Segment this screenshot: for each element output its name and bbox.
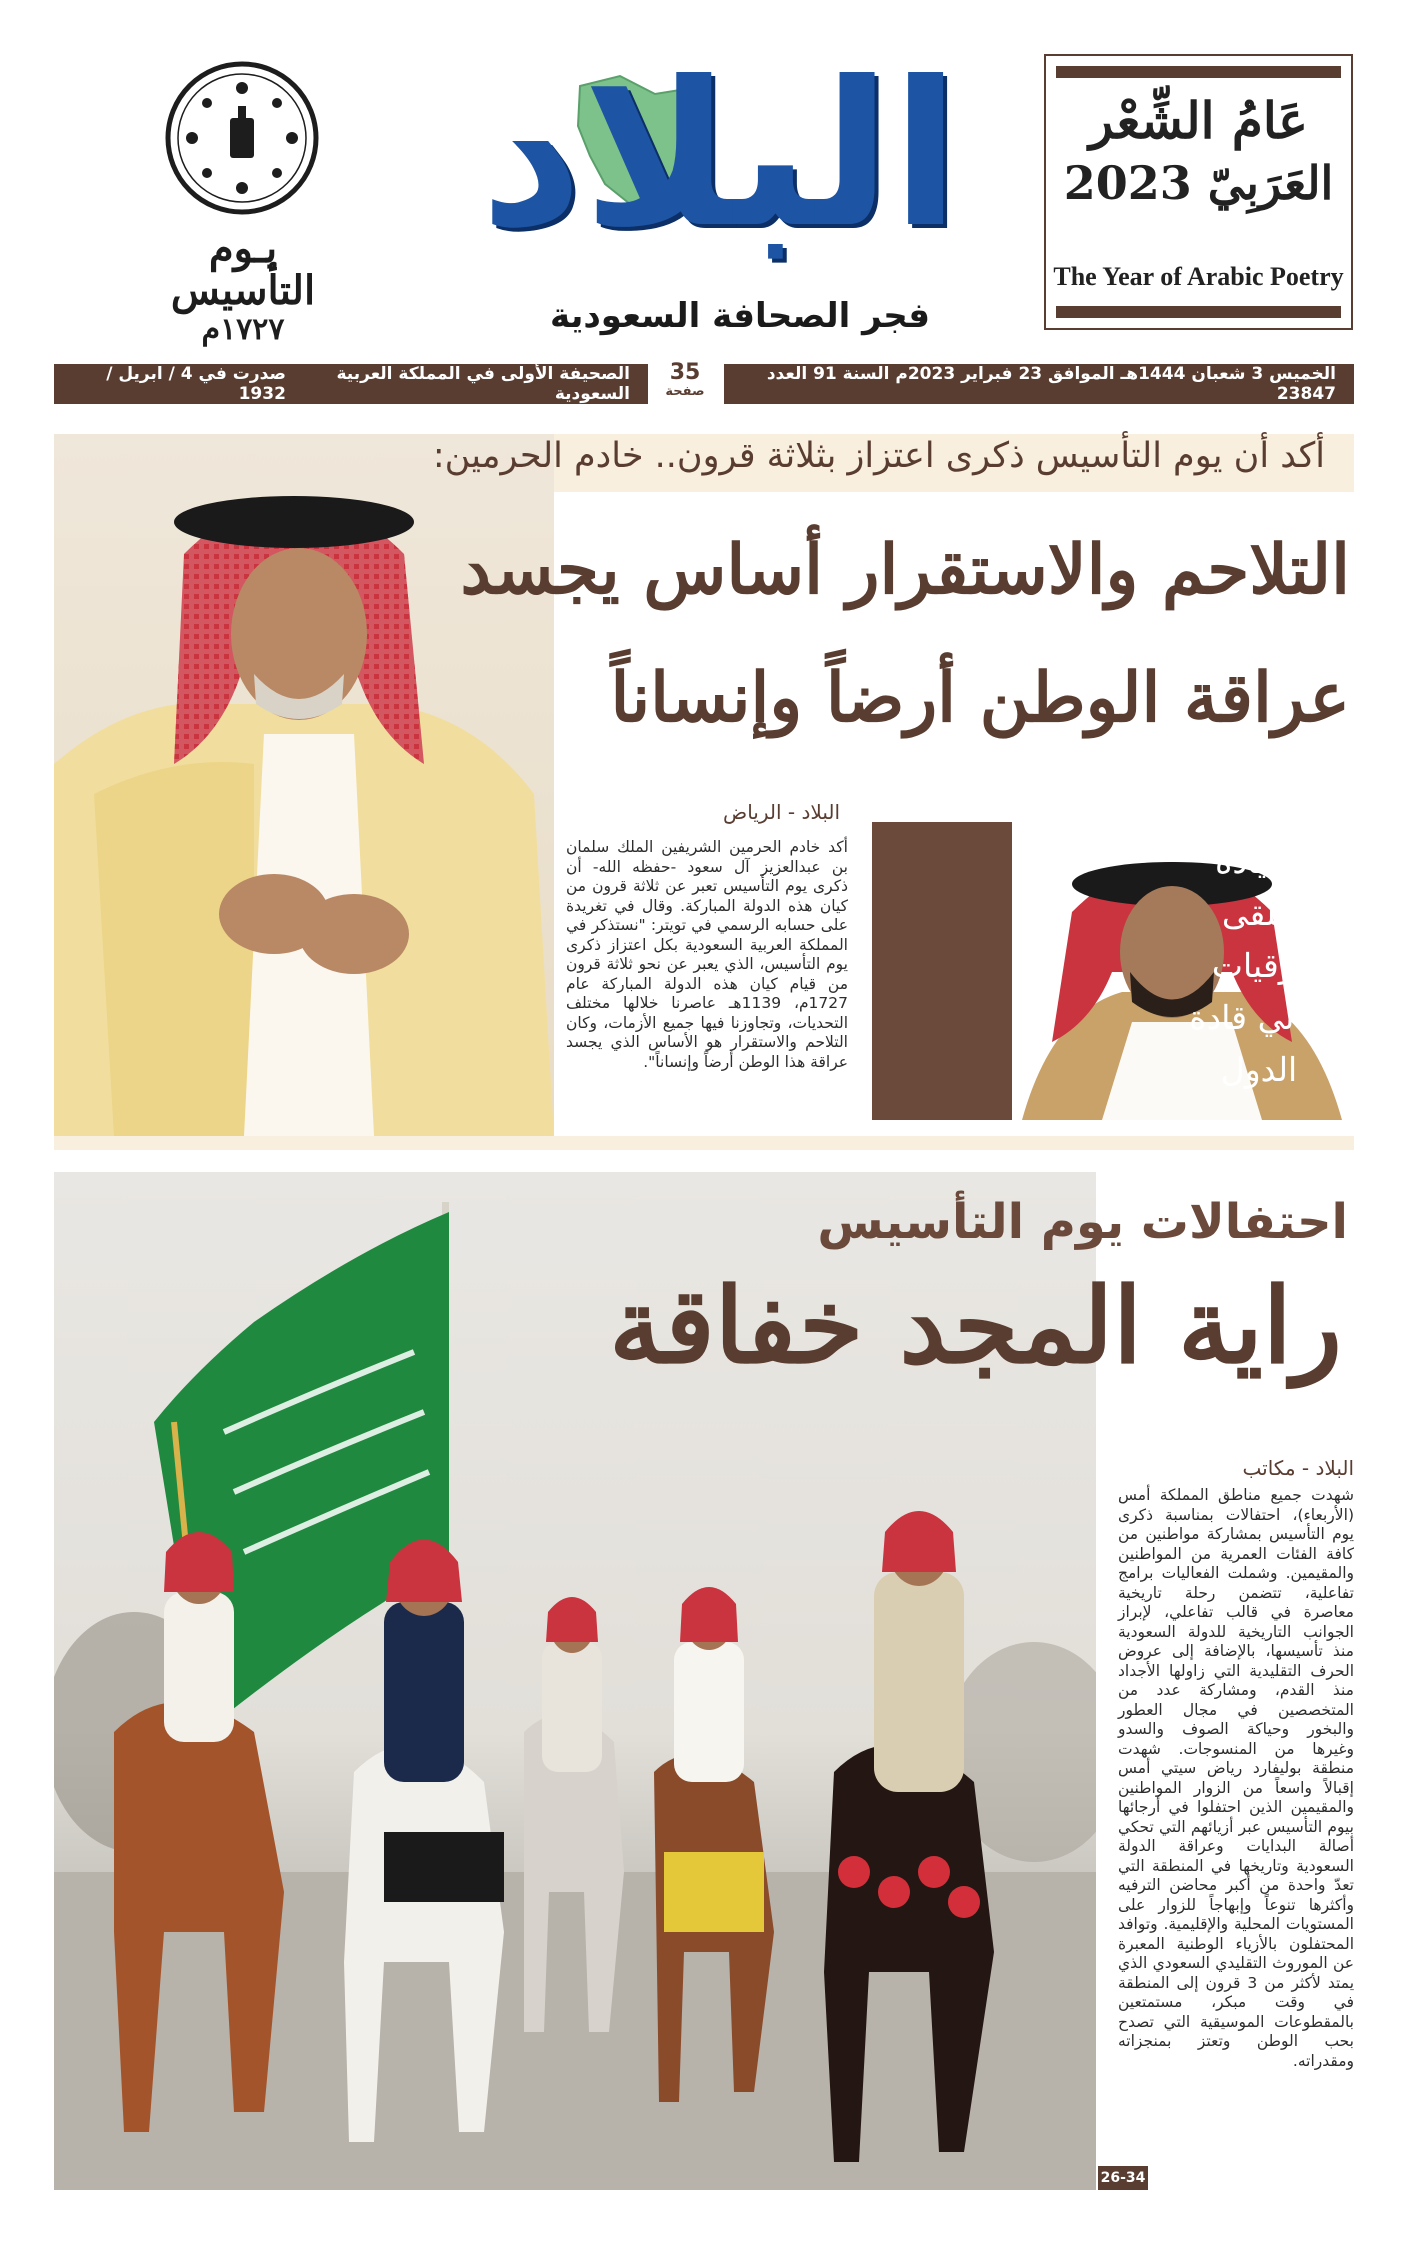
- founded-date: صدرت في 4 / ابريل / 1932: [106, 364, 286, 404]
- logo-tagline: فجر الصحافة السعودية: [549, 296, 930, 336]
- top-story-headline[interactable]: [350, 506, 1350, 762]
- poetry-year-ar-word: العَرَبِيّ: [1207, 156, 1334, 210]
- leadership-cables-box[interactable]: [872, 822, 1354, 1120]
- poetry-year-ar-line2: [1046, 156, 1351, 210]
- newspaper-logo[interactable]: [450, 39, 990, 346]
- lead-line-3: برقيات: [1211, 946, 1307, 985]
- page-count-number: 35: [669, 360, 701, 385]
- lead-line-4: تهاني قادة: [1189, 998, 1329, 1037]
- story-divider-band: [54, 1136, 1354, 1150]
- badge-bottom-bar: [1056, 306, 1341, 318]
- page-reference[interactable]: 26-34: [1098, 2166, 1148, 2190]
- poetry-year-en: The Year of Arabic Poetry: [1053, 262, 1344, 291]
- lead-box-text: [1184, 836, 1334, 1096]
- founding-day-line2: التأسيس: [170, 267, 316, 314]
- founding-day-line1: يـوم: [208, 225, 278, 272]
- paper-info-strip: [54, 364, 648, 404]
- top-story-body: أكد خادم الحرمين الشريفين الملك سلمان بن عبدالعزيز آل سعود -حفظه الله- أن ذكرى يوم التأسيس تعبر عن ثلاثة قرون من كيان هذه الدولة المباركة. وقال في تغريدة على حسابه الرسمي في تويتر: "نستذكر في المملكة العربية السعودية بكل اعتزاز ذكرى يوم التأسيس، الذي يعبر عن نحو ثلاثة قرون من قيام كيان هذه الدولة المباركة عام 1727م، 1139هـ عاصرنا خلالها مختلف التحديات، وتجاوزنا فيها جميع الأزمات، وكان التلاحم والاستقرار هو الأساس الذي يجسد عراقة هذا الوطن أرضاً وإنساناً".: [566, 838, 848, 1071]
- founding-day-mark: [148, 225, 338, 347]
- badge-top-bar: [1056, 66, 1341, 78]
- top-story-kicker: أكد أن يوم التأسيس ذكرى اعتزاز بثلاثة قرون.. خادم الحرمين:: [432, 436, 1325, 476]
- page-count: [652, 362, 718, 399]
- lead-line-2: تتلقى: [1221, 894, 1297, 933]
- first-paper-claim: الصحيفة الأولى في المملكة العربية السعودية: [336, 364, 630, 404]
- second-story-body: شهدت جميع مناطق المملكة أمس (الأربعاء)، احتفالات بمناسبة ذكرى يوم التأسيس بمشاركة مواطنين من كافة الفئات العمرية من المواطنين والمقيمين. وشملت الفعاليات برامج تفاعلية، تتضمن رحلة تاريخية معاصرة في قالب تفاعلي، لإبراز الجوانب التاريخية للدولة السعودية منذ تأسيسها، بالإضافة إلى عروض الحرف التقليدية التي زاولها الأجداد منذ القدم، ومشاركة عدد من المتخصصين في مجال العطور والبخور وحياكة الصوف والسدو وغيرها من المنسوجات. شهدت منطقة بوليفارد رياض سيتي أمس إقبالاً واسعاً من الزوار المواطنين والمقيمين الذين احتفلوا في أرجائها بيوم التأسيس عبر أزيائهم التي تحكي أصالة البدايات وعراقة الدولة السعودية وتاريخها في المنطقة التي تعدّ واحدة من أكبر محاضن الترفيه وأكثرها تنوعاً وإبهاجاً للزوار على المستويات المحلية والإقليمية. وتوافد المحتفلون بالأزياء الوطنية المعبرة عن الموروث التقليدي السعودي الذي يمتد لأكثر من 3 قرون إلى المنطقة في وقت مبكر، مستمتعين بالمقطوعات الموسيقية التي تصدح بحب الوطن وتعتز بمنجزاته ومقدراته.: [1118, 1486, 1355, 2070]
- top-story-byline: البلاد - الرياض: [723, 800, 840, 824]
- lead-line-1: القيادة: [1215, 842, 1303, 881]
- issue-date: الخميس 3 شعبان 1444هـ الموافق 23 فبراير 2023م السنة 91 العدد 23847: [766, 364, 1336, 404]
- founding-day-year: ١٧٢٧م: [201, 312, 285, 347]
- founding-day-seal-icon: [162, 58, 322, 218]
- headline-line2: عراقة الوطن أرضاً وإنساناً: [610, 658, 1350, 738]
- year-of-arabic-poetry-badge: [1044, 54, 1353, 330]
- second-story-kicker: احتفالات يوم التأسيس: [817, 1194, 1348, 1250]
- logo-title: البلاد: [480, 39, 960, 272]
- page-count-word: صفحة: [665, 384, 705, 399]
- lead-line-5: الدول: [1220, 1050, 1298, 1089]
- issue-date-strip: [724, 364, 1354, 404]
- second-story-headline[interactable]: راية المجد خفاقة: [609, 1264, 1342, 1387]
- headline-line1: التلاحم والاستقرار أساس يجسد: [460, 530, 1350, 610]
- poetry-year-number: 2023: [1063, 156, 1192, 210]
- poetry-year-ar-line1: عَامُ الشِّعْر: [1089, 91, 1308, 150]
- second-story-byline: البلاد - مكاتب: [1242, 1456, 1354, 1480]
